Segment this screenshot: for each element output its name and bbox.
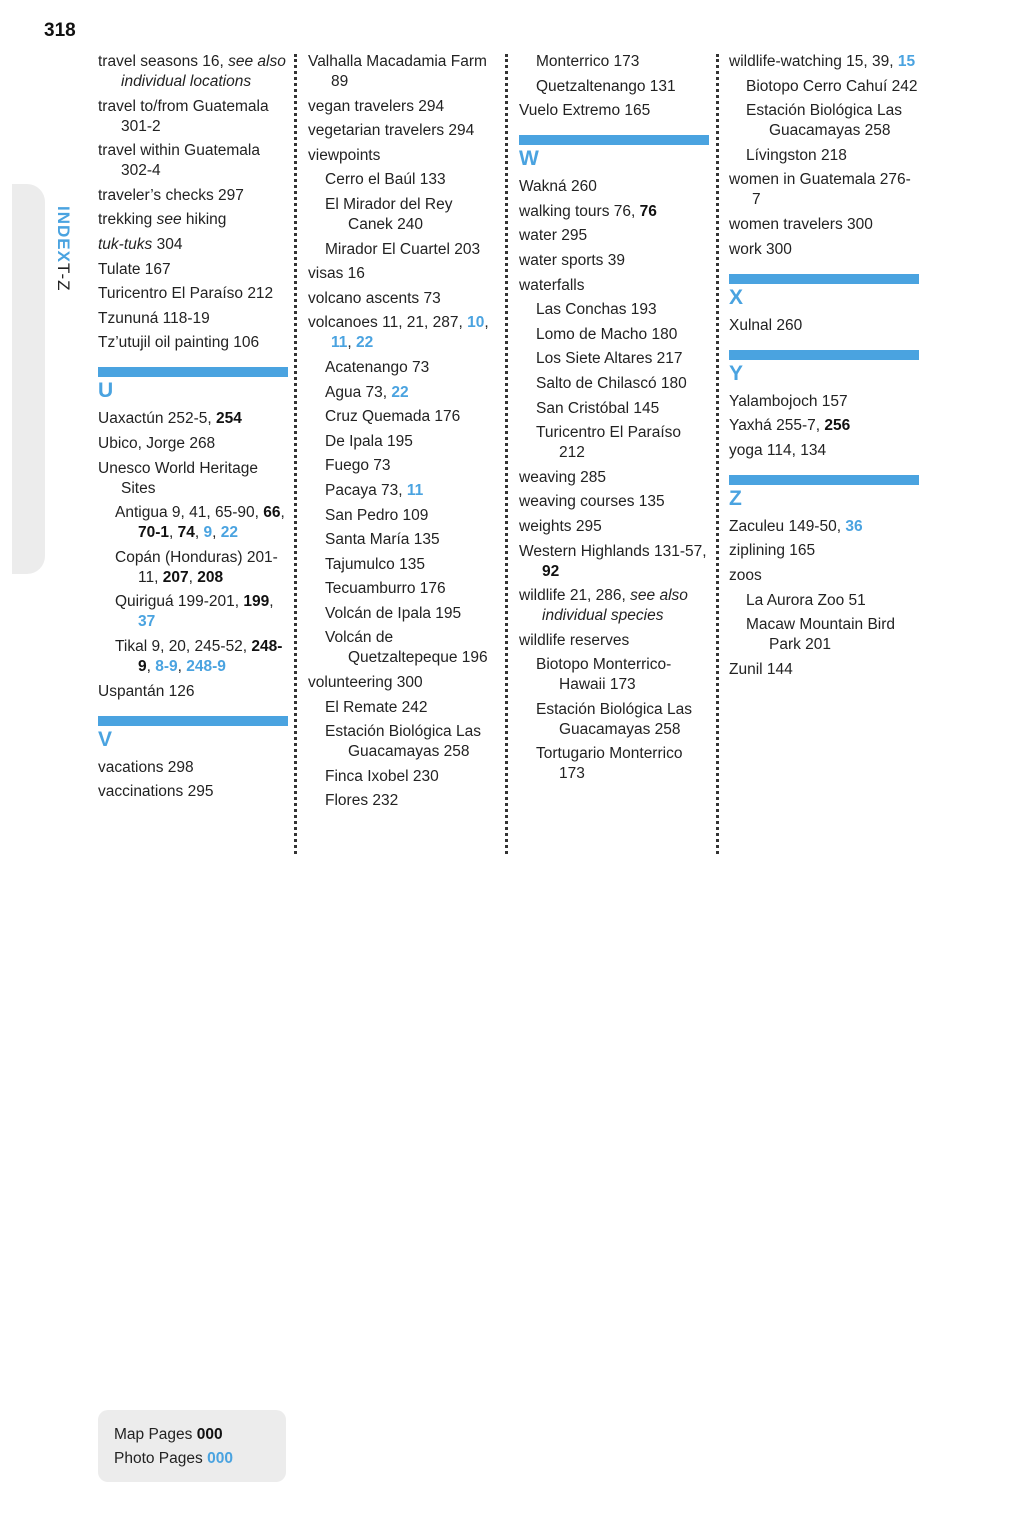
index-subentry	[308, 432, 498, 452]
index-entry	[98, 97, 288, 137]
index-subentry	[519, 700, 709, 740]
index-entry	[98, 210, 288, 230]
index-entry	[519, 586, 709, 626]
entry-text: volcanoes 11, 21, 287,	[308, 314, 468, 332]
legend-map-label: Map Pages	[114, 1426, 193, 1443]
legend-photo-pages	[114, 1450, 233, 1468]
index-entry	[519, 468, 709, 488]
entry-text: San Cristóbal 145	[536, 399, 660, 417]
index-subentry	[308, 481, 498, 501]
index-subentry	[729, 101, 919, 141]
entry-text: Agua 73,	[325, 383, 392, 401]
index-subentry	[519, 300, 709, 320]
entry-text: De Ipala 195	[325, 432, 413, 450]
entry-text: Zaculeu 149-50,	[729, 517, 846, 535]
entry-text: Estación Biológica Las Guacamayas 258	[536, 700, 692, 738]
entry-text: El Remate 242	[325, 698, 428, 716]
photo-page-ref: 22	[356, 334, 374, 352]
index-entry	[98, 682, 288, 702]
index-subentry	[308, 195, 498, 235]
entry-text: Macaw Mountain Bird Park 201	[746, 616, 896, 654]
index-entry	[729, 416, 919, 436]
index-entry	[519, 631, 709, 651]
section-letter: V	[98, 727, 113, 751]
index-entry	[98, 284, 288, 304]
index-entry	[519, 542, 709, 582]
entry-text: Tecuamburro 176	[325, 580, 446, 598]
entry-text: visas 16	[308, 265, 365, 283]
entry-text: Salto de Chilascó 180	[536, 374, 687, 392]
index-subentry	[98, 503, 288, 543]
entry-text: tuk-tuks	[98, 235, 153, 253]
entry-text: ,	[269, 593, 274, 611]
entry-text: Uaxactún 252-5,	[98, 410, 217, 428]
index-subentry	[519, 423, 709, 463]
entry-text: Los Siete Altares 217	[536, 350, 683, 368]
entry-text: Cruz Quemada 176	[325, 408, 461, 426]
index-section-header	[729, 274, 919, 310]
entry-text: Monterrico 173	[536, 53, 640, 70]
section-letter: Z	[729, 486, 742, 510]
entry-text: Turicentro El Paraíso 212	[536, 424, 682, 462]
column-divider	[294, 54, 297, 854]
entry-text: Antigua 9, 41, 65-90,	[115, 504, 264, 522]
entry-text: Cerro el Baúl 133	[325, 171, 446, 189]
photo-page-ref: 22	[391, 383, 409, 401]
entry-text: Turicentro El Paraíso 212	[98, 285, 274, 303]
entry-text: Vuelo Extremo 165	[519, 102, 651, 120]
entry-text: Estación Biológica Las Guacamayas 258	[325, 723, 481, 761]
entry-text: Biotopo Cerro Cahuí 242	[746, 77, 918, 95]
entry-text: Wakná 260	[519, 178, 597, 196]
column-divider	[716, 54, 719, 854]
map-page-ref: 199	[243, 593, 270, 611]
entry-text: volcano ascents 73	[308, 289, 441, 307]
entry-text: San Pedro 109	[325, 506, 429, 524]
index-side-tab	[12, 184, 45, 574]
page-number: 318	[44, 20, 76, 41]
index-subentry	[308, 555, 498, 575]
index-subentry	[308, 506, 498, 526]
entry-text: waterfalls	[519, 276, 585, 294]
section-letter: W	[519, 147, 539, 171]
entry-text: Western Highlands 131-57,	[519, 542, 707, 560]
index-entry	[519, 202, 709, 222]
entry-text: travel seasons 16,	[98, 53, 229, 70]
entry-text: see also individual species	[542, 587, 688, 625]
index-label: INDEX	[54, 206, 73, 263]
index-column-1	[98, 52, 288, 807]
index-subentry	[308, 456, 498, 476]
index-entry	[729, 517, 919, 537]
map-page-ref: 70-1	[138, 524, 170, 542]
map-page-ref: 248-9	[138, 637, 283, 675]
index-subentry	[308, 170, 498, 190]
entry-text: Uspantán 126	[98, 682, 195, 700]
entry-text: Tortugario Monterrico 173	[536, 745, 683, 783]
index-entry	[98, 186, 288, 206]
entry-text: water 295	[519, 227, 588, 245]
entry-text: Ubico, Jorge 268	[98, 434, 216, 452]
entry-text: Acatenango 73	[325, 358, 430, 376]
index-entry	[729, 566, 919, 586]
entry-text: water sports 39	[519, 251, 625, 269]
entry-text: Flores 232	[325, 792, 399, 810]
index-entry	[308, 673, 498, 693]
entry-text: La Aurora Zoo 51	[746, 591, 866, 609]
entry-text: Volcán de Quetzaltepeque 196	[325, 629, 488, 667]
index-range-label: T-Z	[54, 262, 73, 292]
entry-text: wildlife reserves	[519, 631, 630, 649]
entry-text: viewpoints	[308, 146, 381, 164]
photo-page-ref: 37	[138, 613, 156, 631]
entry-text: weaving courses 135	[519, 493, 665, 511]
section-divider-bar	[519, 135, 709, 145]
entry-text: ,	[347, 334, 357, 352]
photo-page-ref: 8-9	[155, 657, 178, 675]
entry-text: Yalambojoch 157	[729, 392, 848, 410]
entry-text: vegan travelers 294	[308, 97, 445, 115]
entry-text: Unesco World Heritage Sites	[98, 459, 258, 497]
map-page-ref: 207	[162, 568, 189, 586]
section-divider-bar	[729, 274, 919, 284]
index-side-label	[53, 206, 73, 291]
entry-text: wildlife-watching 15, 39,	[729, 53, 898, 70]
index-entry	[308, 146, 498, 166]
index-subentry	[729, 591, 919, 611]
index-entry	[729, 441, 919, 461]
entry-text: Quiriguá 199-201,	[115, 593, 244, 611]
entry-text: Fuego 73	[325, 457, 391, 475]
index-subentry	[308, 407, 498, 427]
photo-page-ref: 11	[331, 334, 348, 352]
index-entry	[519, 251, 709, 271]
entry-text: Biotopo Monterrico-Hawaii 173	[536, 656, 672, 694]
index-column-3	[519, 52, 709, 789]
index-section-header	[519, 135, 709, 171]
entry-text: 304	[152, 235, 183, 253]
photo-page-ref: 36	[845, 517, 863, 535]
section-divider-bar	[729, 475, 919, 485]
entry-text: El Mirador del Rey Canek 240	[325, 195, 453, 233]
index-subentry	[98, 637, 288, 677]
entry-text: ,	[146, 657, 156, 675]
index-subentry	[729, 77, 919, 97]
index-section-header	[98, 716, 288, 752]
index-subentry	[519, 52, 709, 72]
entry-text: Lívingston 218	[746, 146, 847, 164]
entry-text: ,	[484, 314, 489, 332]
index-subentry	[729, 146, 919, 166]
index-entry	[98, 409, 288, 429]
map-page-ref: 256	[824, 417, 851, 435]
index-subentry	[308, 579, 498, 599]
index-section-header	[98, 367, 288, 403]
entry-text: vegetarian travelers 294	[308, 122, 475, 140]
entry-text: Tzununá 118-19	[98, 309, 210, 327]
index-entry	[98, 260, 288, 280]
entry-text: trekking	[98, 211, 157, 229]
entry-text: Mirador El Cuartel 203	[325, 240, 481, 258]
index-entry	[729, 541, 919, 561]
index-subentry	[308, 767, 498, 787]
map-page-ref: 254	[216, 410, 242, 428]
photo-page-ref: 22	[220, 524, 239, 542]
index-subentry	[729, 615, 919, 655]
entry-text: Xulnal 260	[729, 316, 803, 334]
legend-photo-label: Photo Pages	[114, 1450, 203, 1467]
index-subentry	[98, 592, 288, 632]
entry-text: Pacaya 73,	[325, 481, 407, 499]
legend-map-pages	[114, 1426, 223, 1444]
index-subentry	[519, 655, 709, 695]
entry-text: Quetzaltenango 131	[536, 77, 676, 95]
entry-text: ,	[188, 568, 198, 586]
index-subentry	[308, 698, 498, 718]
entry-text: women in Guatemala 276-7	[729, 171, 911, 209]
entry-text: weaving 285	[519, 468, 607, 486]
entry-text: vacations 298	[98, 758, 194, 776]
index-entry	[729, 392, 919, 412]
index-subentry	[519, 374, 709, 394]
entry-text: Yaxhá 255-7,	[729, 417, 825, 435]
index-column-2	[308, 52, 498, 816]
index-entry	[98, 235, 288, 255]
index-entry	[308, 121, 498, 141]
entry-text: ,	[280, 504, 285, 522]
photo-page-ref: 10	[467, 314, 485, 332]
index-entry	[308, 289, 498, 309]
entry-text: Tajumulco 135	[325, 555, 425, 573]
index-subentry	[308, 358, 498, 378]
map-page-ref: 76	[639, 202, 657, 220]
index-entry	[729, 240, 919, 260]
index-entry	[98, 434, 288, 454]
entry-text: see also individual locations	[121, 53, 286, 90]
photo-page-ref: 11	[406, 481, 424, 499]
index-entry	[308, 97, 498, 117]
index-subentry	[308, 383, 498, 403]
index-section-header	[729, 475, 919, 511]
index-subentry	[519, 349, 709, 369]
index-subentry	[519, 399, 709, 419]
entry-text: ,	[194, 524, 204, 542]
map-page-ref: 66	[263, 504, 281, 522]
entry-text: Finca Ixobel 230	[325, 767, 439, 785]
legend-photo-sample: 000	[207, 1450, 233, 1467]
index-column-4	[729, 52, 919, 684]
index-subentry	[98, 548, 288, 588]
index-entry	[519, 226, 709, 246]
index-entry	[98, 758, 288, 778]
index-entry	[729, 660, 919, 680]
map-page-ref: 208	[197, 568, 224, 586]
entry-text: ,	[169, 524, 178, 542]
entry-text: Las Conchas 193	[536, 301, 657, 319]
index-entry	[98, 309, 288, 329]
entry-text: yoga 114, 134	[729, 441, 827, 459]
entry-text: Tz’utujil oil painting 106	[98, 334, 260, 352]
index-entry	[308, 264, 498, 284]
section-letter: Y	[729, 361, 744, 385]
entry-text: Valhalla Macadamia Farm 89	[308, 53, 487, 90]
entry-text: ,	[212, 524, 221, 542]
entry-text: vaccinations 295	[98, 783, 214, 801]
photo-page-ref: 248-9	[186, 657, 226, 675]
entry-text: Copán (Honduras) 201-11,	[115, 548, 278, 586]
map-page-ref: 74	[177, 524, 195, 542]
entry-text: ziplining 165	[729, 542, 816, 560]
index-entry	[519, 101, 709, 121]
index-subentry	[308, 791, 498, 811]
index-subentry	[308, 628, 498, 668]
entry-text: volunteering 300	[308, 674, 423, 692]
map-page-ref: 92	[542, 562, 560, 580]
entry-text: see	[156, 211, 182, 229]
index-entry	[519, 177, 709, 197]
index-entry	[98, 333, 288, 353]
section-divider-bar	[98, 367, 288, 377]
legend-map-sample: 000	[196, 1426, 223, 1443]
entry-text: Zunil 144	[729, 660, 793, 678]
entry-text: women travelers 300	[729, 215, 873, 233]
column-divider	[505, 54, 508, 854]
entry-text: Santa María 135	[325, 531, 440, 549]
index-entry	[729, 170, 919, 210]
photo-page-ref: 9	[203, 524, 213, 542]
index-entry	[729, 52, 919, 72]
page-legend	[98, 1410, 286, 1482]
entry-text: weights 295	[519, 517, 602, 535]
entry-text: wildlife 21, 286,	[519, 587, 631, 605]
entry-text: Tikal 9, 20, 245-52,	[115, 637, 252, 655]
section-divider-bar	[729, 350, 919, 360]
index-subentry	[308, 722, 498, 762]
entry-text: travel to/from Guatemala 301-2	[98, 97, 269, 135]
section-letter: X	[729, 285, 744, 309]
photo-page-ref: 15	[897, 53, 916, 70]
section-divider-bar	[98, 716, 288, 726]
entry-text: ,	[177, 657, 187, 675]
index-entry	[519, 276, 709, 296]
index-entry	[729, 215, 919, 235]
index-entry	[519, 492, 709, 512]
index-subentry	[519, 77, 709, 97]
section-letter: U	[98, 379, 114, 403]
index-entry	[98, 459, 288, 499]
entry-text: Volcán de Ipala 195	[325, 604, 462, 622]
index-entry	[519, 517, 709, 537]
index-entry	[308, 52, 498, 92]
index-entry	[98, 141, 288, 181]
index-subentry	[519, 325, 709, 345]
entry-text: hiking	[181, 211, 227, 229]
index-section-header	[729, 350, 919, 386]
index-subentry	[308, 530, 498, 550]
entry-text: Tulate 167	[98, 260, 171, 278]
index-entry	[98, 782, 288, 802]
index-subentry	[308, 240, 498, 260]
entry-text: zoos	[729, 566, 762, 584]
entry-text: Lomo de Macho 180	[536, 325, 678, 343]
entry-text: traveler’s checks 297	[98, 186, 244, 204]
index-entry	[729, 316, 919, 336]
index-entry	[98, 52, 288, 92]
index-subentry	[519, 744, 709, 784]
entry-text: walking tours 76,	[519, 202, 640, 220]
entry-text: Estación Biológica Las Guacamayas 258	[746, 102, 902, 140]
index-subentry	[308, 604, 498, 624]
entry-text: work 300	[729, 240, 792, 258]
index-entry	[308, 313, 498, 353]
entry-text: travel within Guatemala 302-4	[98, 142, 260, 180]
